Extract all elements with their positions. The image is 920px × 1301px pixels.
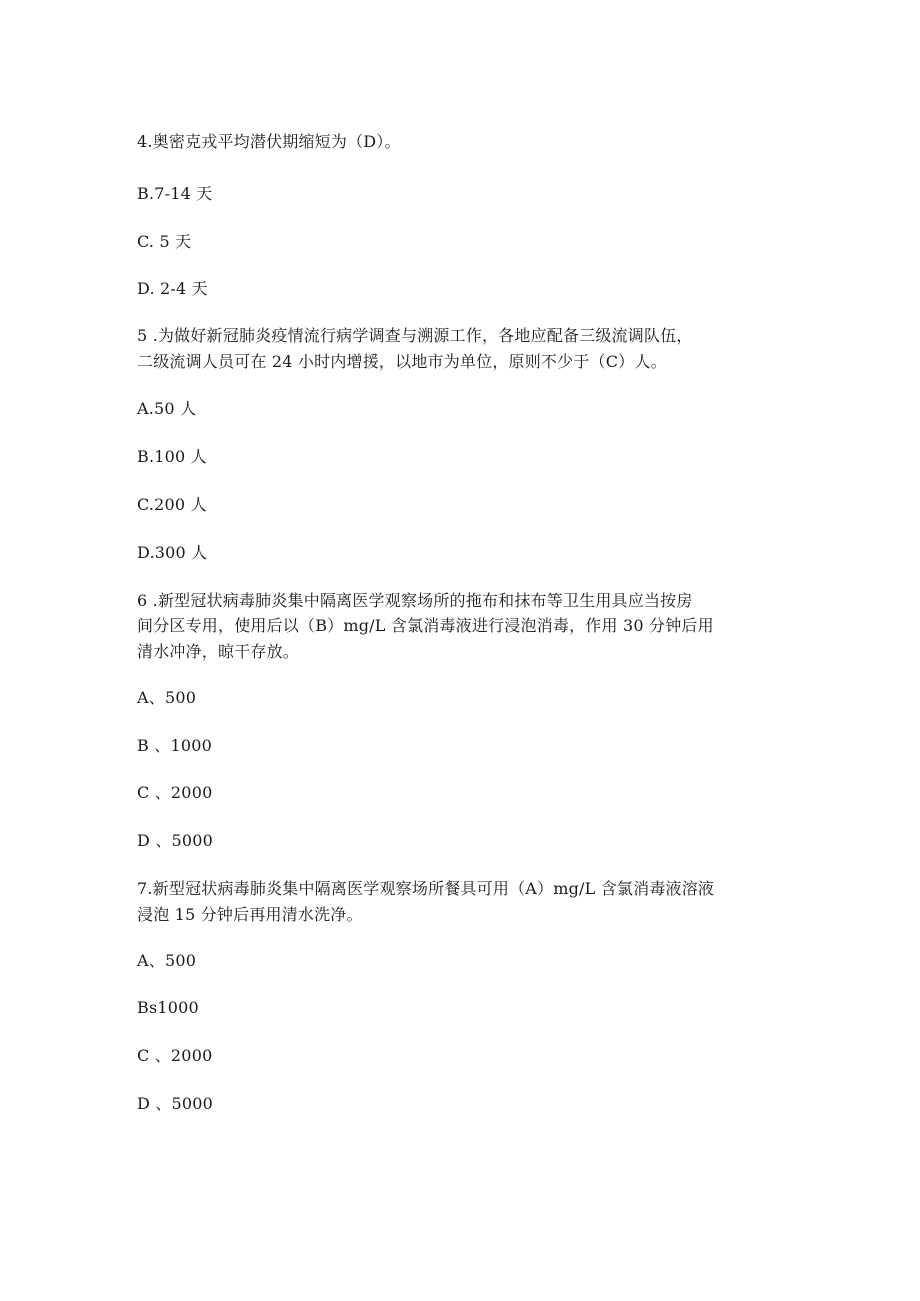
q6-option-a: A、500	[137, 688, 197, 707]
q7-question-line-1: 7.新型冠状病毒肺炎集中隔离医学观察场所餐具可用（A）mg/L 含氯消毒液溶液	[137, 879, 715, 898]
q5-option-a: A.50 人	[137, 399, 197, 418]
q6-question-line-1: 6 .新型冠状病毒肺炎集中隔离医学观察场所的拖布和抹布等卫生用具应当按房	[137, 591, 693, 610]
q7-option-c: C 、2000	[137, 1046, 213, 1065]
q7-option-b: Bs1000	[137, 998, 199, 1017]
q6-question-line-2: 间分区专用，使用后以（B）mg/L 含氯消毒液进行浸泡消毒，作用 30 分钟后用	[137, 616, 714, 635]
q4-option-d: D. 2-4 天	[137, 279, 208, 298]
q7-question-line-2: 浸泡 15 分钟后再用清水洗净。	[137, 905, 363, 924]
q4-option-c: C. 5 天	[137, 232, 192, 251]
q6-option-b: B 、1000	[137, 736, 212, 755]
q5-question-line-2: 二级流调人员可在 24 小时内增援，以地市为单位，原则不少于（C）人。	[137, 352, 667, 371]
q6-option-d: D 、5000	[137, 831, 214, 850]
q5-question-line-1: 5 .为做好新冠肺炎疫情流行病学调查与溯源工作，各地应配备三级流调队伍，	[137, 326, 693, 345]
q5-option-d: D.300 人	[137, 543, 208, 562]
q5-option-b: B.100 人	[137, 447, 207, 466]
q4-question: 4.奥密克戎平均潜伏期缩短为（D）。	[137, 132, 401, 151]
q6-question-line-3: 清水冲净，晾干存放。	[137, 642, 300, 661]
q7-option-d: D 、5000	[137, 1094, 214, 1113]
q6-option-c: C 、2000	[137, 783, 213, 802]
q4-option-b: B.7-14 天	[137, 184, 213, 203]
q7-option-a: A、500	[137, 951, 197, 970]
q5-option-c: C.200 人	[137, 495, 207, 514]
